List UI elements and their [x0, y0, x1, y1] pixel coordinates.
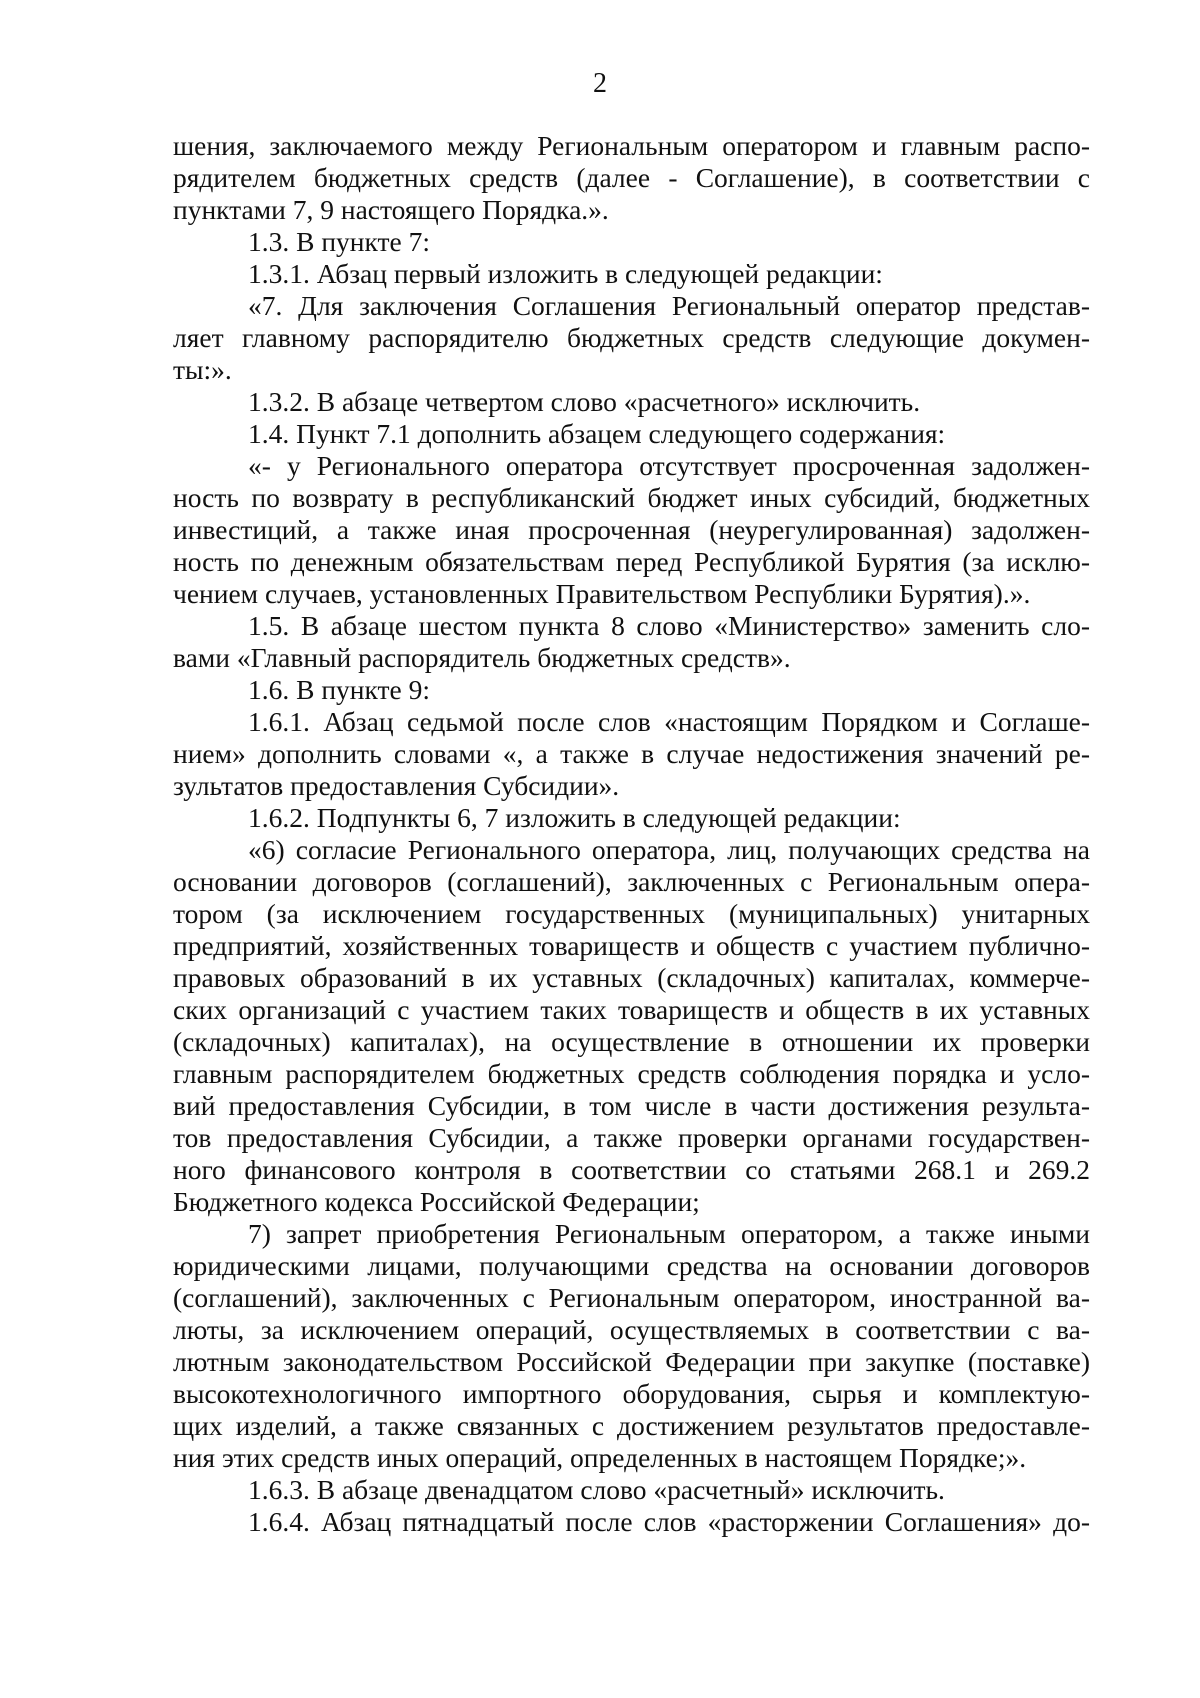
text-line: «6) согласие Регионального оператора, лиц, получающих средства на — [248, 834, 1090, 865]
text-line: нием» дополнить словами «, а также в случае недостижения значений ре- — [173, 738, 1090, 769]
text-line: 7) запрет приобретения Региональным оператором, а также иными — [248, 1218, 1090, 1249]
text-line: тов предоставления Субсидии, а также проверки органами государствен- — [173, 1122, 1090, 1153]
text-line: 1.5. В абзаце шестом пункта 8 слово «Министерство» заменить сло- — [248, 610, 1090, 641]
text-line: щих изделий, а также связанных с достижением результатов предоставле- — [173, 1410, 1090, 1441]
text-line: тором (за исключением государственных (муниципальных) унитарных — [173, 898, 1090, 929]
text-line: 1.3.1. Абзац первый изложить в следующей редакции: — [248, 258, 883, 289]
text-line: зультатов предоставления Субсидии». — [173, 770, 620, 801]
text-line: высокотехнологичного импортного оборудования, сырья и комплектую- — [173, 1378, 1090, 1409]
text-line: вами «Главный распорядитель бюджетных средств». — [173, 642, 791, 673]
text-line: 1.6.1. Абзац седьмой после слов «настоящим Порядком и Соглаше- — [248, 706, 1090, 737]
text-line: 1.6. В пункте 9: — [248, 674, 431, 705]
document-body — [173, 130, 1090, 1538]
text-line: ских организаций с участием таких товариществ и обществ в их уставных — [173, 994, 1090, 1025]
text-line: пунктами 7, 9 настоящего Порядка.». — [173, 194, 609, 225]
text-line: рядителем бюджетных средств (далее - Соглашение), в соответствии с — [173, 162, 1090, 193]
text-line: люты, за исключением операций, осуществляемых в соответствии с ва- — [173, 1314, 1090, 1345]
text-line: «7. Для заключения Соглашения Региональный оператор представ- — [248, 290, 1090, 321]
text-line: (складочных) капиталах), на осуществление в отношении их проверки — [173, 1026, 1090, 1057]
text-line: «- у Регионального оператора отсутствует просроченная задолжен- — [248, 450, 1090, 481]
page-number: 2 — [593, 68, 607, 99]
text-line: юридическими лицами, получающими средства на основании договоров — [173, 1250, 1090, 1281]
text-line: чением случаев, установленных Правительством Республики Бурятия).». — [173, 578, 1031, 609]
text-line: 1.3.2. В абзаце четвертом слово «расчетного» исключить. — [248, 386, 921, 417]
text-line: 1.6.3. В абзаце двенадцатом слово «расчетный» исключить. — [248, 1474, 945, 1505]
text-line: основании договоров (соглашений), заключенных с Региональным опера- — [173, 866, 1090, 897]
text-line: ного финансового контроля в соответствии со статьями 268.1 и 269.2 — [173, 1154, 1090, 1185]
text-line: ты:». — [173, 354, 232, 385]
text-line: предприятий, хозяйственных товариществ и обществ с участием публично- — [173, 930, 1090, 961]
text-line: (соглашений), заключенных с Региональным оператором, иностранной ва- — [173, 1282, 1090, 1313]
text-line: 1.6.4. Абзац пятнадцатый после слов «расторжении Соглашения» до- — [248, 1506, 1090, 1537]
text-line: ность по возврату в республиканский бюджет иных субсидий, бюджетных — [173, 482, 1090, 513]
text-line: лютным законодательством Российской Федерации при закупке (поставке) — [173, 1346, 1090, 1377]
text-line: 1.3. В пункте 7: — [248, 226, 431, 257]
text-line: 1.4. Пункт 7.1 дополнить абзацем следующего содержания: — [248, 418, 946, 449]
text-line: инвестиций, а также иная просроченная (неурегулированная) задолжен- — [173, 514, 1090, 545]
text-line: ляет главному распорядителю бюджетных средств следующие докумен- — [173, 322, 1090, 353]
text-line: правовых образований в их уставных (складочных) капиталах, коммерче- — [173, 962, 1090, 993]
text-line: вий предоставления Субсидии, в том числе в части достижения результа- — [173, 1090, 1090, 1121]
text-line: Бюджетного кодекса Российской Федерации; — [173, 1186, 700, 1217]
text-line: шения, заключаемого между Региональным оператором и главным распо- — [173, 130, 1090, 161]
text-line: главным распорядителем бюджетных средств соблюдения порядка и усло- — [173, 1058, 1090, 1089]
text-line: ность по денежным обязательствам перед Республикой Бурятия (за исклю- — [173, 546, 1090, 577]
text-line: ния этих средств иных операций, определенных в настоящем Порядке;». — [173, 1442, 1027, 1473]
text-line: 1.6.2. Подпункты 6, 7 изложить в следующей редакции: — [248, 802, 901, 833]
